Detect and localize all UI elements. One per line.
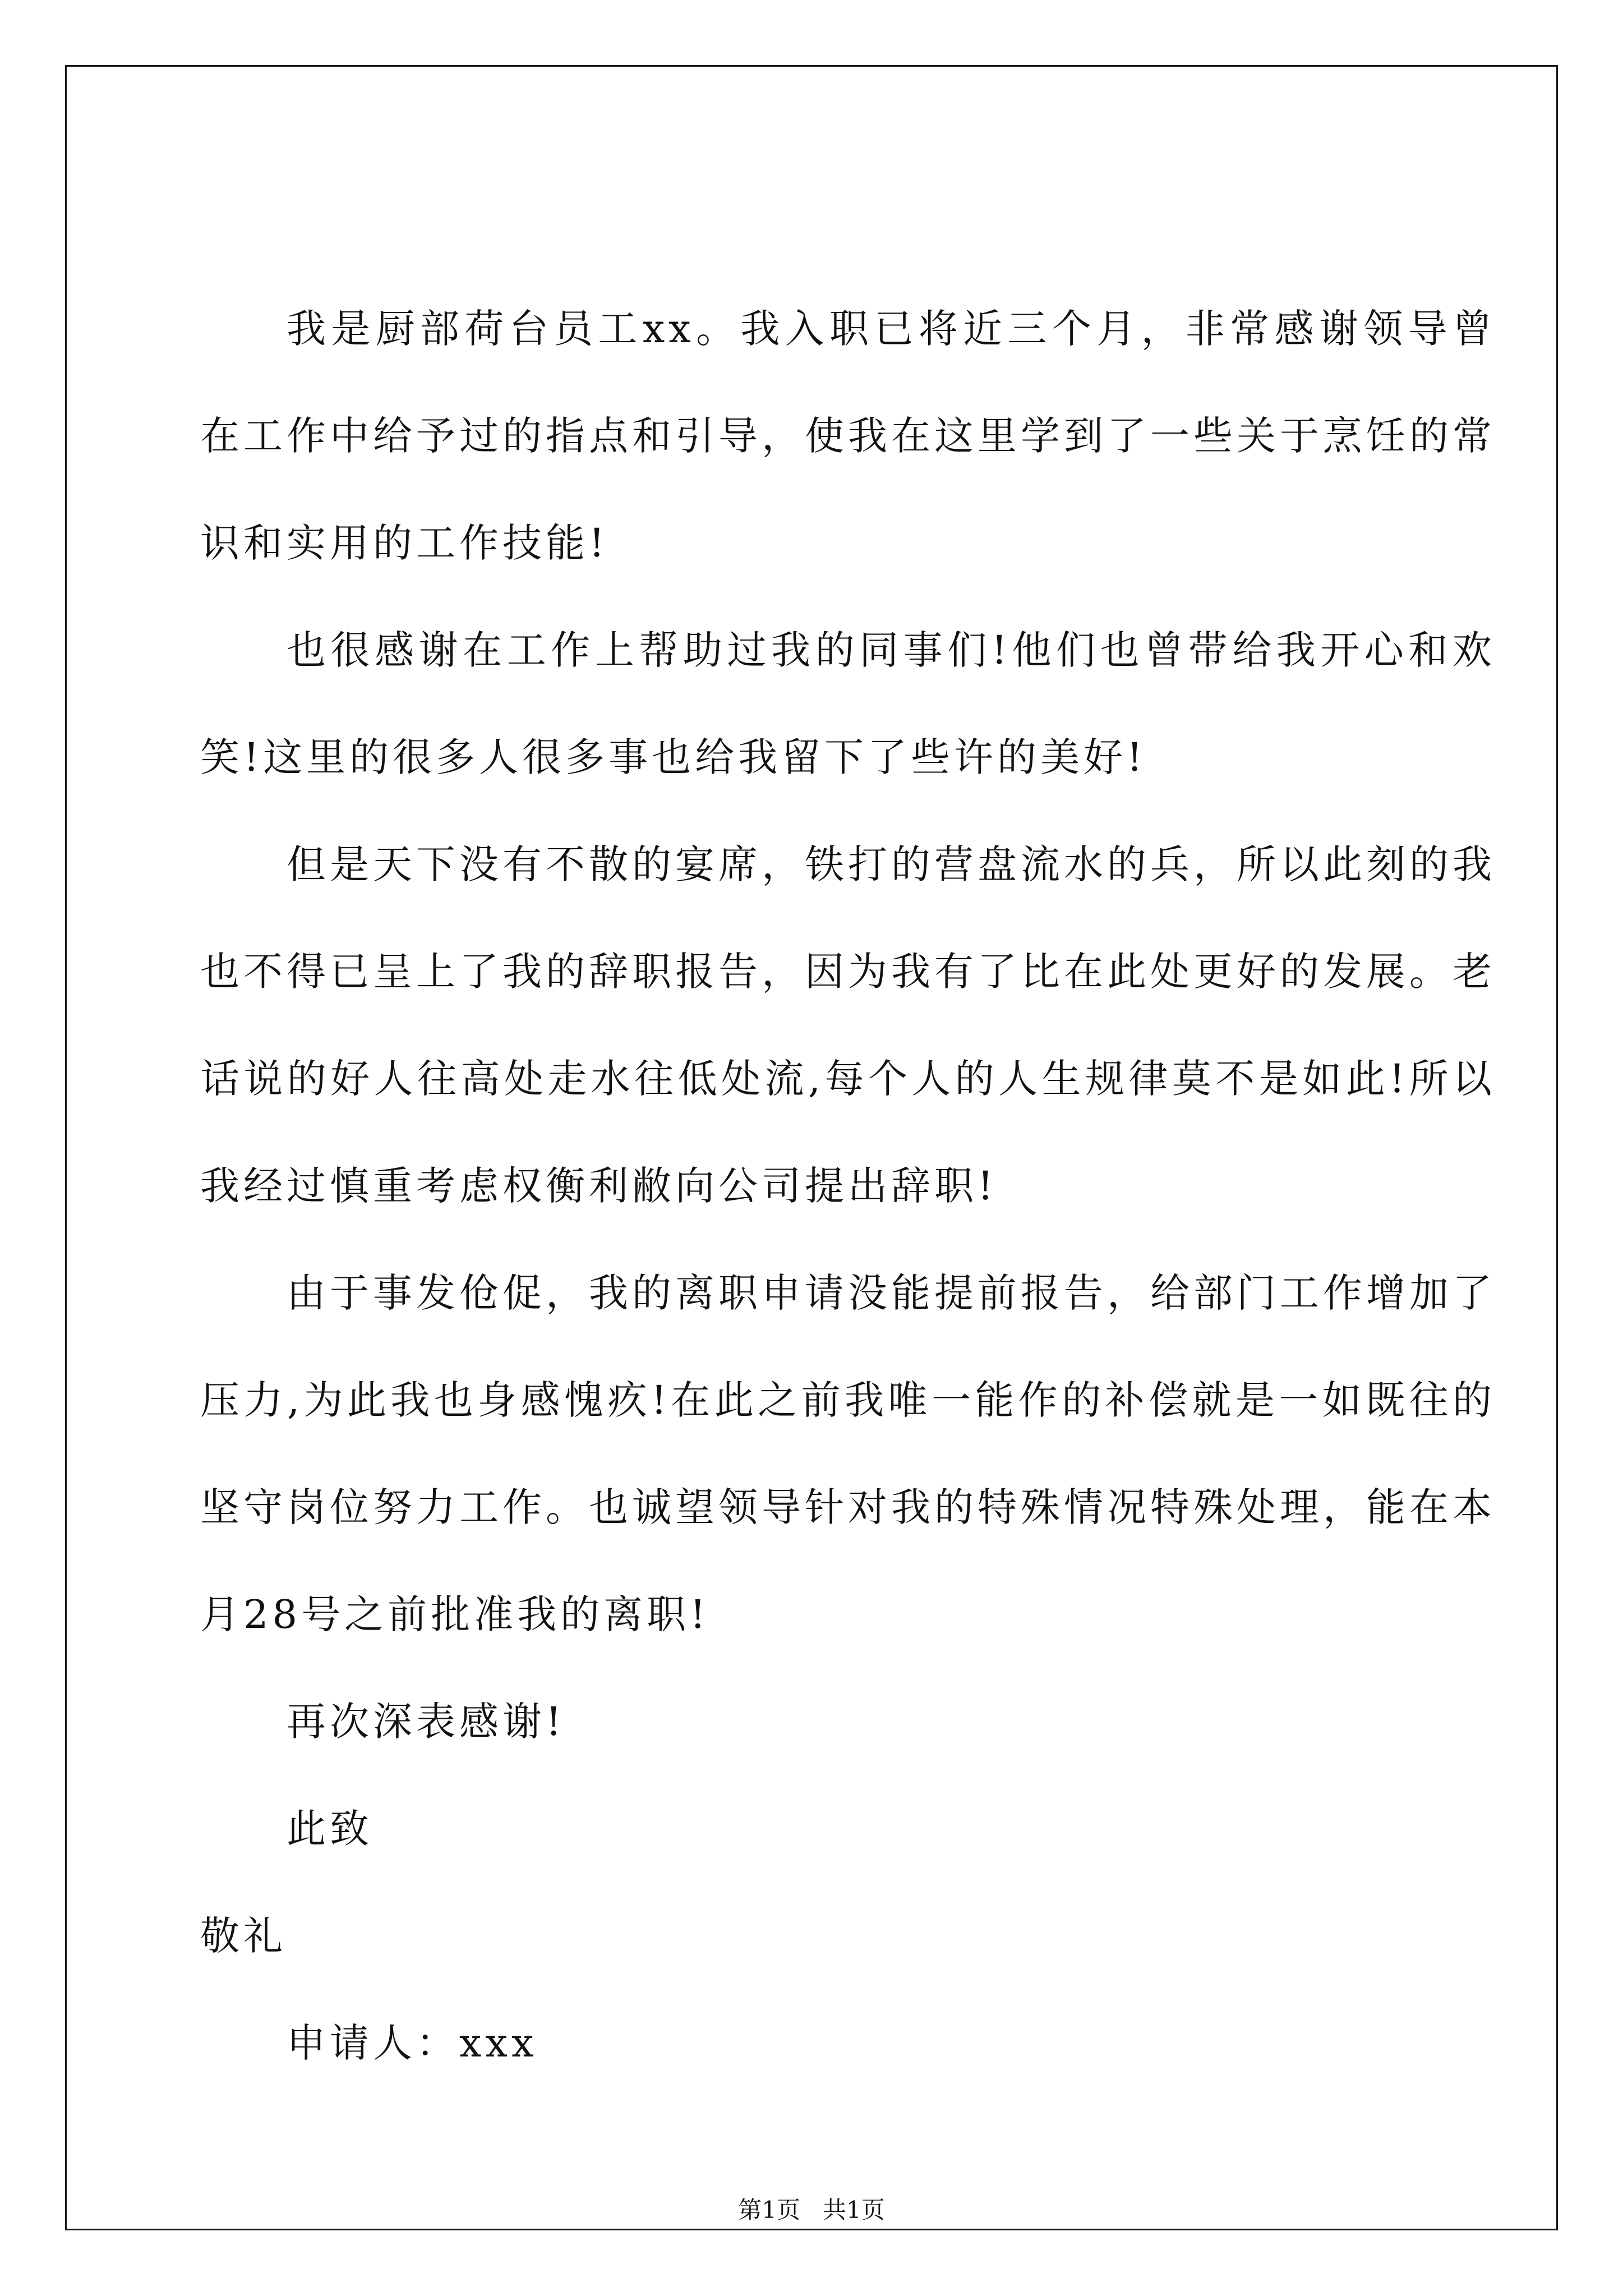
salute: 敬礼	[200, 1913, 287, 1959]
paragraph-gratitude-leaders: 我是厨部荷台员工xx。我入职已将近三个月，非常感谢领导曾在工作中给予过的指点和引导，使我在这里学到了一些关于烹饪的常识和实用的工作技能!	[200, 306, 1496, 566]
paragraph-gratitude-colleagues: 也很感谢在工作上帮助过我的同事们!他们也曾带给我开心和欢笑!这里的很多人很多事也给我留下了些许的美好!	[200, 627, 1496, 780]
page-frame	[65, 65, 1558, 2230]
signature: 申请人：xxx	[287, 2020, 538, 2066]
paragraph-request-approval: 由于事发伧促，我的离职申请没能提前报告，给部门工作增加了压力,为此我也身感愧疚!在此之前我唯一能作的补偿就是一如既往的坚守岗位努力工作。也诚望领导针对我的特殊情况特殊处理，能在本月28号之前批准我的离职!	[200, 1270, 1496, 1637]
letter-body	[200, 275, 1496, 2097]
closing-phrase: 此致	[287, 1806, 373, 1852]
page-footer: 第1页 共1页	[738, 2196, 885, 2224]
paragraph-thanks-again: 再次深表感谢!	[287, 1699, 566, 1745]
paragraph-resignation-reason: 但是天下没有不散的宴席，铁打的营盘流水的兵，所以此刻的我也不得已呈上了我的辞职报告，因为我有了比在此处更好的发展。老话说的好人往高处走水往低处流,每个人的人生规律莫不是如此!所以我经过慎重考虑权衡利敝向公司提出辞职!	[200, 841, 1496, 1209]
